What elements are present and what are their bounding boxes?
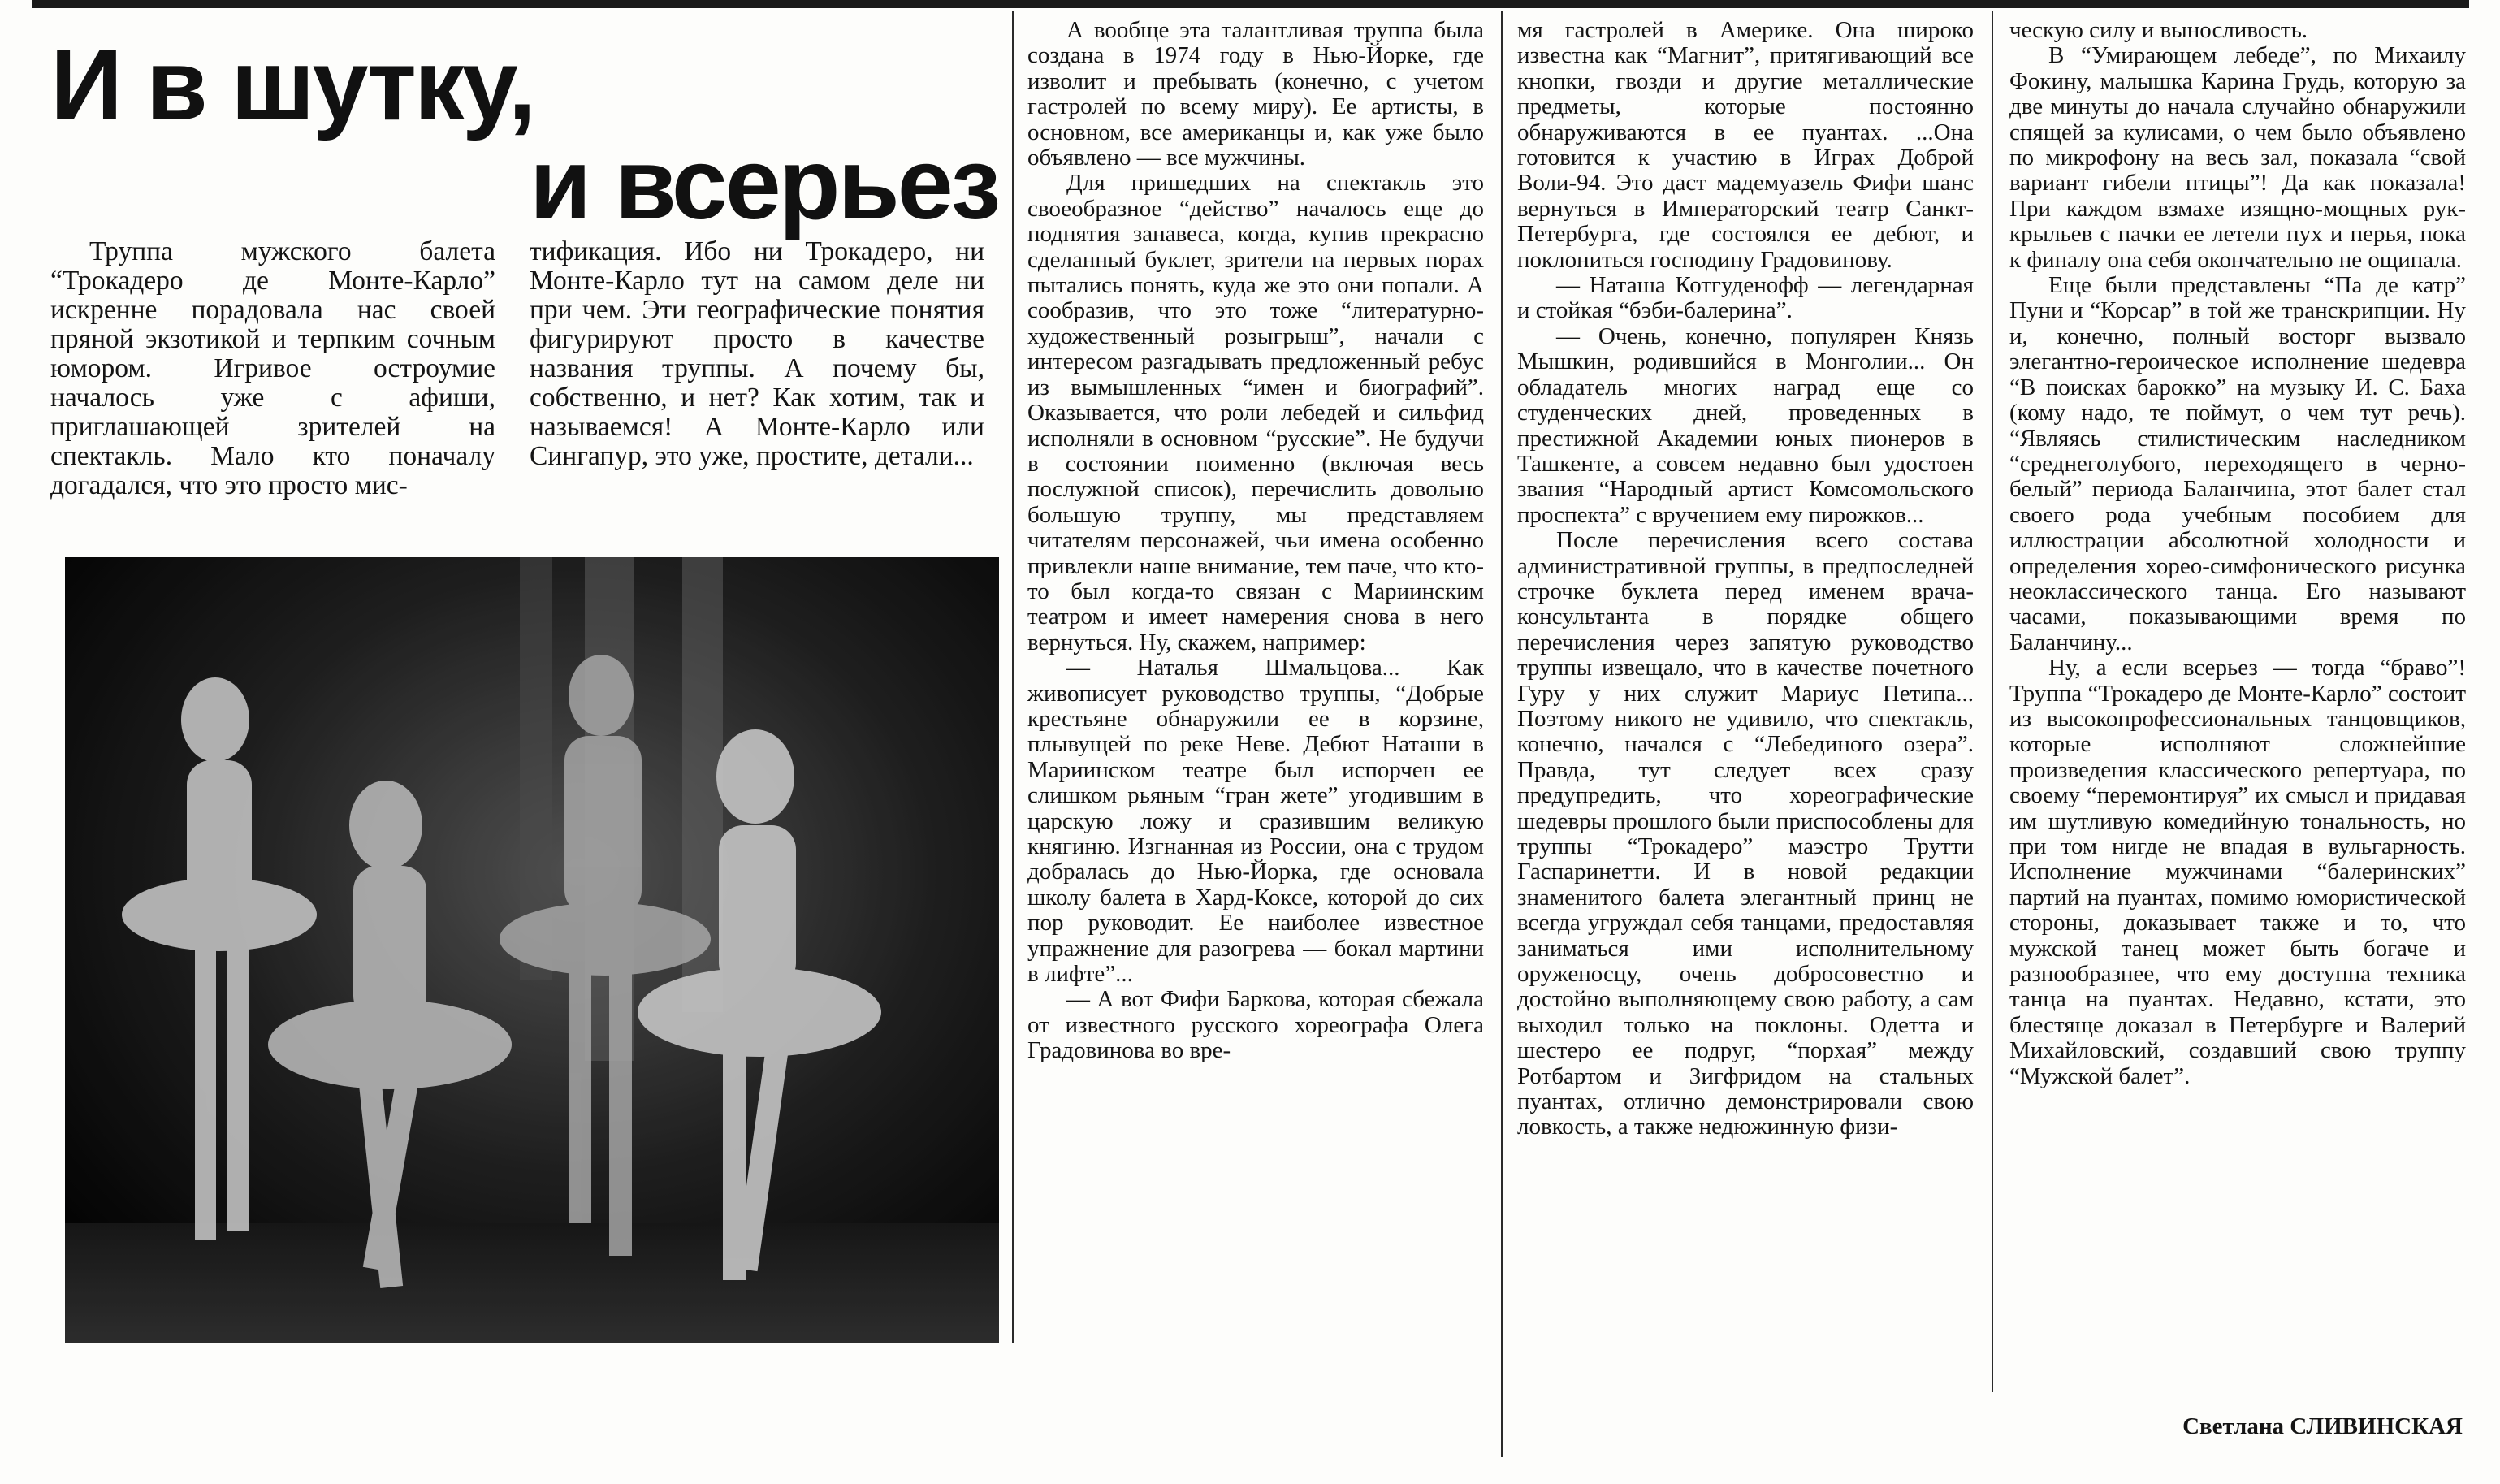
headline-line-1: И в шутку, <box>50 29 534 141</box>
column-5-paragraph-3: Еще были представлены “Па де катр” Пуни и “Корсар” в той же транскрипции. Ну и, конечно, полный восторг вызвало элегантно-героическое исполнение шедевра “В поисках барокко” на музыку И. С. Баха (кому надо, те поймут, о чем тут речь). “Являясь стилистическим наследником “среднеголубого, переходящего в черно-белый” периода Баланчина, этот балет стал своего рода учебным пособием для иллюстрации абсолютной холодности и определения хорео-симфонического рисунка неоклассического танца. Его называют часами, показывающими время по Баланчину... <box>2009 272 2466 655</box>
column-3-paragraph-2: Для пришедших на спектакль это своеобразное “действо” началось еще до поднятия занавеса, когда, купив прекрасно сделанный буклет, зрители на первых порах пытались понять, куда же это они попали. А сообразив, что это тоже “литературно-художественный розыгрыш”, начали с интересом разгадывать предложенный ребус из вымышленных “имен и биографий”. Оказывается, что роли лебедей и сильфид исполняли в основном “русские”. Не будучи в состоянии поименно (включая весь послужной список), перечислить довольно большую труппу, мы представляем читателям персонажей, чьи имена особенно привлекли наше внимание, тем паче, что кто-то был когда-то связан с Мариинским театром и имеет намерения снова в него вернуться. Ну, скажем, например: <box>1027 170 1484 655</box>
author-byline: Светлана СЛИВИНСКАЯ <box>2182 1413 2463 1439</box>
lead-paragraph-2: тификация. Ибо ни Трокадеро, ни Монте-Карло тут на самом деле ни при чем. Эти географические понятия фигурируют просто в качестве названия труппы. А почему бы, собственно, и нет? Как хотим, так и называемся! А Монте-Карло или Сингапур, это уже, простите, детали... <box>530 237 984 471</box>
ballet-photo <box>65 557 999 1343</box>
column-5-paragraph-4: Ну, а если всерьез — тогда “браво”! Труппа “Трокадеро де Монте-Карло” состоит из высокопрофессиональных танцовщиков, которые исполняют сложнейшие произведения классического репертуара, по своему “перемонтируя” их смысл и придавая им шутливую комедийную тональность, но при том нигде не впадая в вульгарность. Исполнение мужчинами “балеринских” партий на пуантах, помимо юмористической стороны, доказывает также и то, что мужской танец может быть богаче и разнообразнее, что ему доступна техника танца на пуантах. Недавно, кстати, это блестяще доказал в Петербурге и Валерий Михайловский, создавший свою труппу “Мужской балет”. <box>2009 655 2466 1089</box>
lead-paragraph-1: Труппа мужского балета “Трокадеро де Монте-Карло” искренне порадовала нас своей пряной экзотикой и терпким сочным юмором. Игривое остроумие началось уже с афиши, приглашающей зрителей на спектакль. Мало кто поначалу догадался, что это просто мис- <box>50 237 495 500</box>
lead-column-2 <box>530 237 984 521</box>
column-rule-1 <box>1012 11 1014 1343</box>
column-5-paragraph-1: ческую силу и выносливость. <box>2009 18 2308 43</box>
column-3-paragraph-1: А вообще эта талантливая труппа была создана в 1974 году в Нью-Йорке, где изволит и пребывать (конечно, с учетом гастролей по всему миру). Ее артисты, в основном, все американцы и, как уже было объявлено — все мужчины. <box>1027 18 1484 171</box>
lead-column-1 <box>50 237 495 521</box>
column-rule-2 <box>1501 11 1503 1457</box>
column-4-paragraph-1: мя гастролей в Америке. Она широко известна как “Магнит”, притягивающий все кнопки, гвозди и другие металлические предметы, которые постоянно обнаруживаются в ее пуантах. ...Она готовится к участию в Играх Доброй Воли-94. Это даст мадемуазель Фифи шанс вернуться в Императорский театр Санкт-Петербурга, где состоялся ее дебют, и поклониться господину Градовинову. <box>1517 18 1974 273</box>
column-4-paragraph-3: — Очень, конечно, популярен Князь Мышкин, родившийся в Монголии... Он обладатель многих наград еще со студенческих дней, проведенных в престижной Академии юных пионеров в Ташкенте, а совсем недавно был удостоен звания “Народный артист Комсомольского проспекта” с вручением ему пирожков... <box>1517 322 1974 528</box>
column-3-paragraph-3: — Наталья Шмальцова... Как живописует руководство труппы, “Добрые крестьяне обнаружили ее в корзине, плывущей по реке Неве. Дебют Наташи в Мариинском театре был испорчен ее слишком рьяным “гран жете” угодившим в царскую ложу и сразившим великую княгиню. Изгнанная из России, она с трудом добралась до Нью-Йорка, где основала школу балета в Хард-Коксе, которой до сих пор руководит. Ее наиболее известное упражнение для разогрева — бокал мартини в лифте”... <box>1027 655 1484 988</box>
ballet-dancers-image <box>65 557 999 1343</box>
headline <box>50 29 999 244</box>
column-3-paragraph-4: — А вот Фифи Баркова, которая сбежала от известного русского хореографа Олега Градовинова во вре- <box>1027 986 1484 1064</box>
column-4-paragraph-2: — Наташа Котгуденофф — легендарная и стойкая “бэби-балерина”. <box>1517 272 1974 324</box>
top-rule <box>32 0 2469 8</box>
article-column-5 <box>2009 18 2466 1399</box>
article-column-3 <box>1027 18 1484 1342</box>
column-rule-3 <box>1992 11 1993 1392</box>
article-column-4 <box>1517 18 1974 1464</box>
headline-line-2: и всерьез <box>530 128 999 240</box>
column-5-paragraph-2: В “Умирающем лебеде”, по Михаилу Фокину, малышка Карина Грудь, которую за две минуты до начала случайно обнаружили спящей за кулисами, о чем было объявлено по микрофону на весь зал, показала “свой вариант гибели птицы”! Да как показала! При каждом взмахе изящно-мощных рук-крыльев с пачки ее летели пух и перья, пока к финалу она себя окончательно не ощипала. <box>2009 42 2466 273</box>
column-4-paragraph-4: После перечисления всего состава административной группы, в предпоследней строчке буклета перед именем врача-консультанта в порядке общего перечисления через запятую руководство труппы извещало, что в качестве почетного Гуру у них служит Мариус Петипа... Поэтому никого не удивило, что спектакль, конечно, начался с “Лебединого озера”. Правда, тут следует всех сразу предупредить, что хореографические шедевры прошлого были приспособлены для труппы “Трокадеро” маэстро Трутти Гаспаринетти. И в новой редакции знаменитого балета элегантный принц не всегда угруждал себя танцами, предоставляя заниматься ими исполнительному оруженосцу, очень добросовестно и достойно выполняющему свою работу, а сам выходил только на поклоны. Одетта и шестеро ее подруг, “порхая” между Ротбартом и Зигфридом на стальных пуантах, отлично демонстрировали свою ловкость, а также недюжинную физи- <box>1517 527 1974 1140</box>
